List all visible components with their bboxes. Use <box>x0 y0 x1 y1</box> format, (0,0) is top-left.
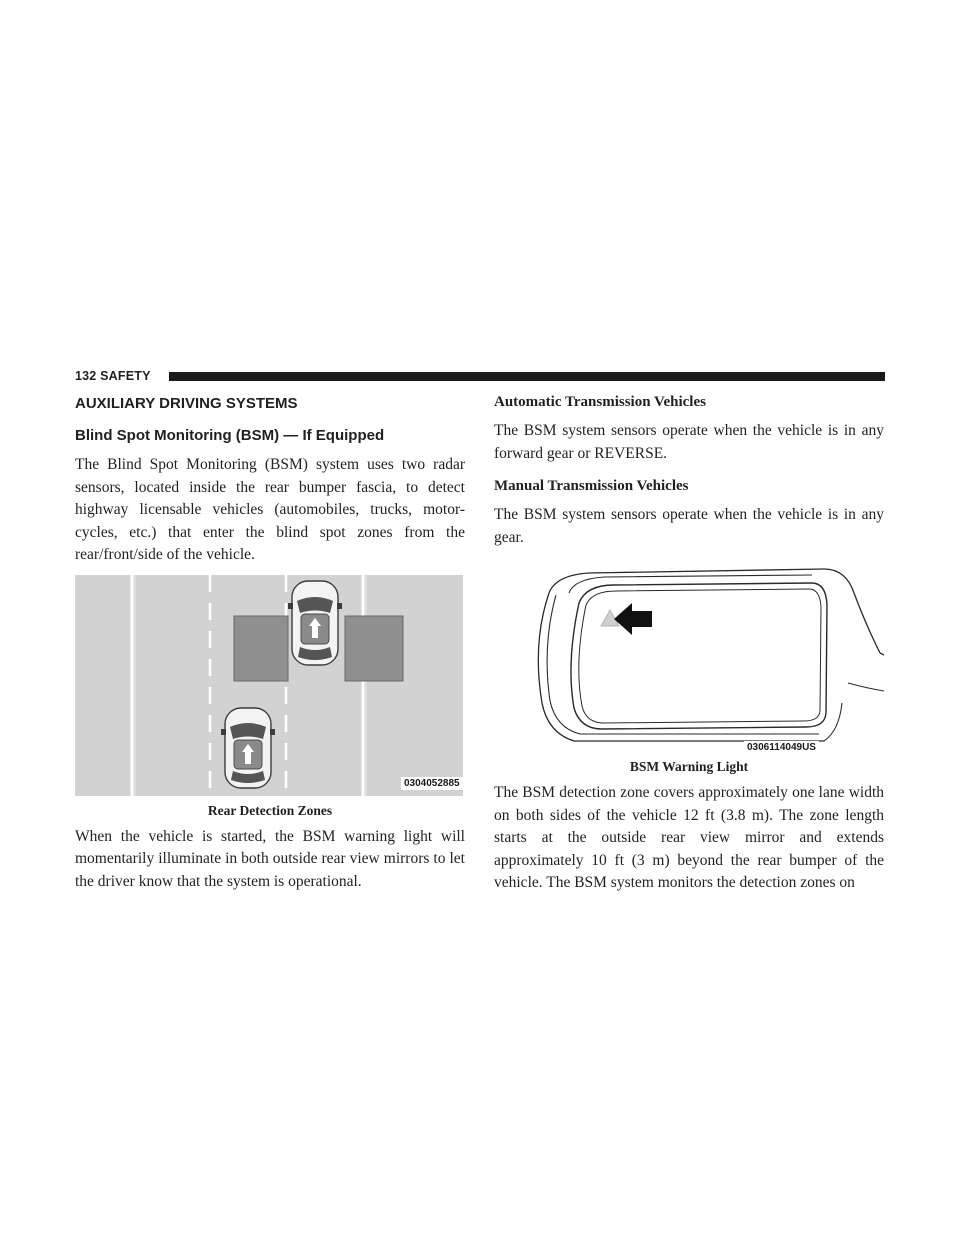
road-diagram <box>75 575 463 796</box>
header-rule <box>169 372 885 381</box>
car-icon <box>288 581 342 665</box>
bsm-detection-zone-paragraph: The BSM detection zone covers approximately one lane width on both sides of the vehicle 12 ft (3.8 m). The zone length starts at the outside rear view mirror and extends approximately 10 ft (3 m) beyond the rear bumper of the vehicle. The BSM system monitors the detection zones on <box>494 784 884 891</box>
figure-caption: Rear Detection Zones <box>207 802 333 818</box>
mirror-drawing <box>494 563 884 753</box>
car-icon <box>221 708 275 788</box>
right-column <box>494 392 884 895</box>
manual-transmission-paragraph: The BSM system sensors operate when the vehicle is in any gear. <box>494 506 884 546</box>
left-column <box>75 392 465 893</box>
figure-code: 0304052885 <box>401 777 463 790</box>
side-mirror-illustration <box>494 563 884 753</box>
figure-caption: BSM Warning Light <box>629 759 749 774</box>
rear-detection-zones-figure <box>75 575 465 820</box>
rear-detection-zones-illustration <box>75 575 463 796</box>
bsm-startup-paragraph: When the vehicle is started, the BSM warning light will momentarily illuminate in both outside rear view mirrors to let the driver know that the system is operational. <box>75 827 465 890</box>
left-detection-zone <box>234 616 288 681</box>
section-title: AUXILIARY DRIVING SYSTEMS <box>75 395 298 412</box>
subsection-title: Blind Spot Monitoring (BSM) — If Equipped <box>75 427 385 444</box>
automatic-transmission-heading: Automatic Transmission Vehicles <box>494 394 706 410</box>
figure-code: 0306114049US <box>744 741 819 754</box>
page-number-label: 132 SAFETY <box>75 369 151 383</box>
automatic-transmission-paragraph: The BSM system sensors operate when the vehicle is in any forward gear or REVERSE. <box>494 422 884 462</box>
page-header <box>75 366 885 386</box>
bsm-intro-paragraph: The Blind Spot Monitoring (BSM) system uses two radar sensors, located inside the rear bumper fascia, to detect highway licensable vehicles (automobiles, trucks, motor-cycles, etc.) that enter the blind spot zones from the rear/front/side of the vehicle. <box>75 456 465 563</box>
right-detection-zone <box>345 616 403 681</box>
manual-transmission-heading: Manual Transmission Vehicles <box>494 478 689 494</box>
bsm-warning-light-figure <box>494 563 884 776</box>
